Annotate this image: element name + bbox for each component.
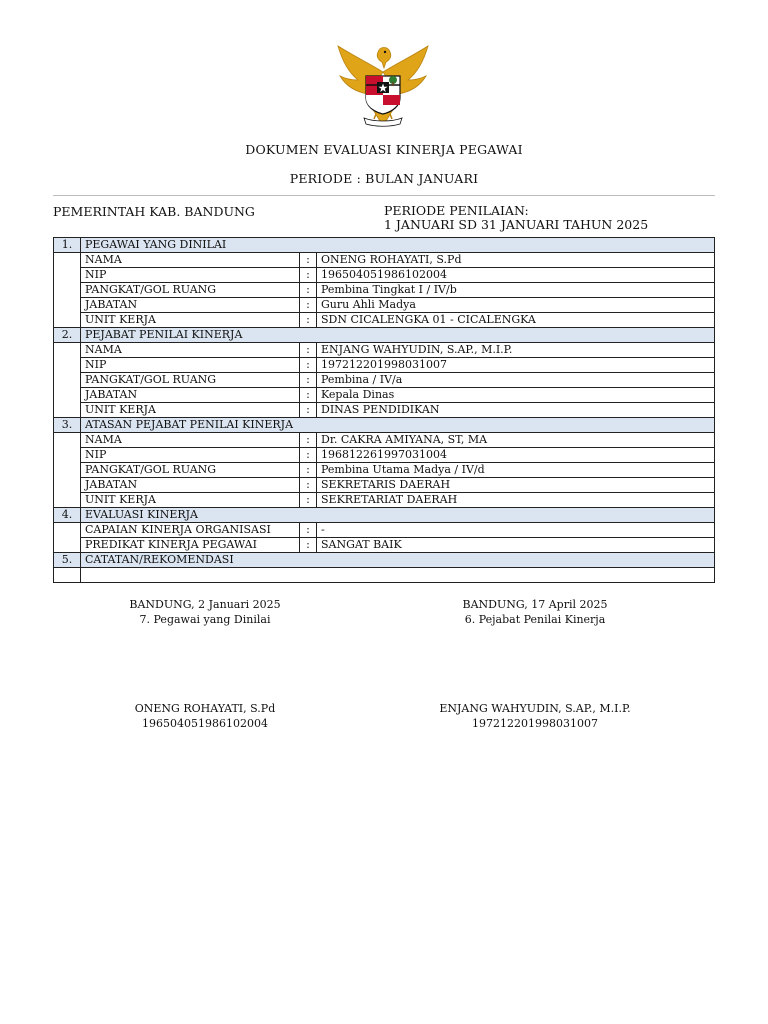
field-label: PANGKAT/GOL RUANG — [81, 463, 300, 478]
field-value: Pembina / IV/a — [317, 373, 715, 388]
field-value: SEKRETARIS DAERAH — [317, 478, 715, 493]
field-value: 196504051986102004 — [317, 268, 715, 283]
field-value: Pembina Utama Madya / IV/d — [317, 463, 715, 478]
colon: : — [300, 388, 317, 403]
section-number: 4. — [54, 508, 81, 523]
field-label: NIP — [81, 268, 300, 283]
table-row — [54, 388, 715, 403]
field-value: Guru Ahli Madya — [317, 298, 715, 313]
document-title: DOKUMEN EVALUASI KINERJA PEGAWAI — [245, 142, 523, 157]
signature-left-name — [85, 701, 325, 731]
section-header — [54, 418, 715, 433]
field-value: Pembina Tingkat I / IV/b — [317, 283, 715, 298]
field-value: 197212201998031007 — [317, 358, 715, 373]
field-label: JABATAN — [81, 298, 300, 313]
assessment-period — [384, 204, 648, 232]
assessment-period-value: 1 JANUARI SD 31 JANUARI TAHUN 2025 — [384, 217, 649, 232]
signature-left-header — [85, 597, 325, 627]
signature-role: 6. Pejabat Penilai Kinerja — [464, 613, 606, 626]
divider — [53, 195, 715, 196]
signer-nip: 196504051986102004 — [142, 717, 268, 730]
colon: : — [300, 463, 317, 478]
section-header — [54, 328, 715, 343]
field-label: PREDIKAT KINERJA PEGAWAI — [81, 538, 300, 553]
document-period: PERIODE : BULAN JANUARI — [289, 171, 479, 186]
field-label: UNIT KERJA — [81, 403, 300, 418]
section-number: 5. — [54, 553, 81, 568]
colon: : — [300, 268, 317, 283]
field-value: ONENG ROHAYATI, S.Pd — [317, 253, 715, 268]
section-number-spacer — [54, 253, 81, 328]
field-value: SDN CICALENGKA 01 - CICALENGKA — [317, 313, 715, 328]
field-label: CAPAIAN KINERJA ORGANISASI — [81, 523, 300, 538]
colon: : — [300, 343, 317, 358]
field-label: JABATAN — [81, 478, 300, 493]
field-label: PANGKAT/GOL RUANG — [81, 373, 300, 388]
field-value: - — [317, 523, 715, 538]
table-row — [54, 313, 715, 328]
table-row — [54, 358, 715, 373]
section-header — [54, 508, 715, 523]
field-value: ENJANG WAHYUDIN, S.AP., M.I.P. — [317, 343, 715, 358]
field-label: PANGKAT/GOL RUANG — [81, 283, 300, 298]
section-title: ATASAN PEJABAT PENILAI KINERJA — [81, 418, 715, 433]
field-label: NAMA — [81, 253, 300, 268]
colon: : — [300, 313, 317, 328]
table-row — [54, 493, 715, 508]
colon: : — [300, 253, 317, 268]
field-label: NIP — [81, 448, 300, 463]
table-row — [54, 523, 715, 538]
colon: : — [300, 283, 317, 298]
signer-name: ONENG ROHAYATI, S.Pd — [134, 702, 276, 715]
field-value: Dr. CAKRA AMIYANA, ST, MA — [317, 433, 715, 448]
colon: : — [300, 523, 317, 538]
colon: : — [300, 358, 317, 373]
field-label: UNIT KERJA — [81, 313, 300, 328]
field-value: 196812261997031004 — [317, 448, 715, 463]
section-title: EVALUASI KINERJA — [81, 508, 715, 523]
table-row — [54, 268, 715, 283]
section-title: PEGAWAI YANG DINILAI — [81, 238, 715, 253]
section-header — [54, 238, 715, 253]
table-row — [54, 403, 715, 418]
table-row — [54, 433, 715, 448]
field-label: JABATAN — [81, 388, 300, 403]
colon: : — [300, 448, 317, 463]
section-number: 1. — [54, 238, 81, 253]
signer-nip: 197212201998031007 — [472, 717, 598, 730]
colon: : — [300, 493, 317, 508]
signature-place-date: BANDUNG, 2 Januari 2025 — [129, 598, 281, 611]
table-row — [54, 253, 715, 268]
table-row — [54, 463, 715, 478]
field-label: NAMA — [81, 343, 300, 358]
table-row — [54, 343, 715, 358]
colon: : — [300, 298, 317, 313]
field-value: SANGAT BAIK — [317, 538, 715, 553]
field-label: NIP — [81, 358, 300, 373]
table-row — [54, 478, 715, 493]
notes-cell — [81, 568, 715, 583]
section-header — [54, 553, 715, 568]
section-title: CATATAN/REKOMENDASI — [81, 553, 715, 568]
signer-name: ENJANG WAHYUDIN, S.AP., M.I.P. — [439, 702, 631, 715]
signature-role: 7. Pegawai yang Dinilai — [139, 613, 271, 626]
section-number-spacer — [54, 568, 81, 583]
table-row — [54, 283, 715, 298]
colon: : — [300, 478, 317, 493]
table-row — [54, 538, 715, 553]
section-number-spacer — [54, 343, 81, 418]
signature-right-header — [415, 597, 655, 627]
notes-row — [54, 568, 715, 583]
section-number: 2. — [54, 328, 81, 343]
field-value: SEKRETARIAT DAERAH — [317, 493, 715, 508]
garuda-emblem-icon — [334, 42, 432, 132]
signature-place-date: BANDUNG, 17 April 2025 — [462, 598, 608, 611]
colon: : — [300, 403, 317, 418]
field-label: NAMA — [81, 433, 300, 448]
colon: : — [300, 538, 317, 553]
field-label: UNIT KERJA — [81, 493, 300, 508]
signature-right-name — [415, 701, 655, 731]
agency-name: PEMERINTAH KAB. BANDUNG — [53, 204, 255, 219]
evaluation-table — [53, 237, 715, 583]
colon: : — [300, 433, 317, 448]
table-row — [54, 298, 715, 313]
section-number: 3. — [54, 418, 81, 433]
assessment-period-label: PERIODE PENILAIAN: — [384, 203, 529, 218]
colon: : — [300, 373, 317, 388]
section-number-spacer — [54, 523, 81, 553]
table-row — [54, 448, 715, 463]
field-value: DINAS PENDIDIKAN — [317, 403, 715, 418]
section-title: PEJABAT PENILAI KINERJA — [81, 328, 715, 343]
field-value: Kepala Dinas — [317, 388, 715, 403]
table-row — [54, 373, 715, 388]
section-number-spacer — [54, 433, 81, 508]
